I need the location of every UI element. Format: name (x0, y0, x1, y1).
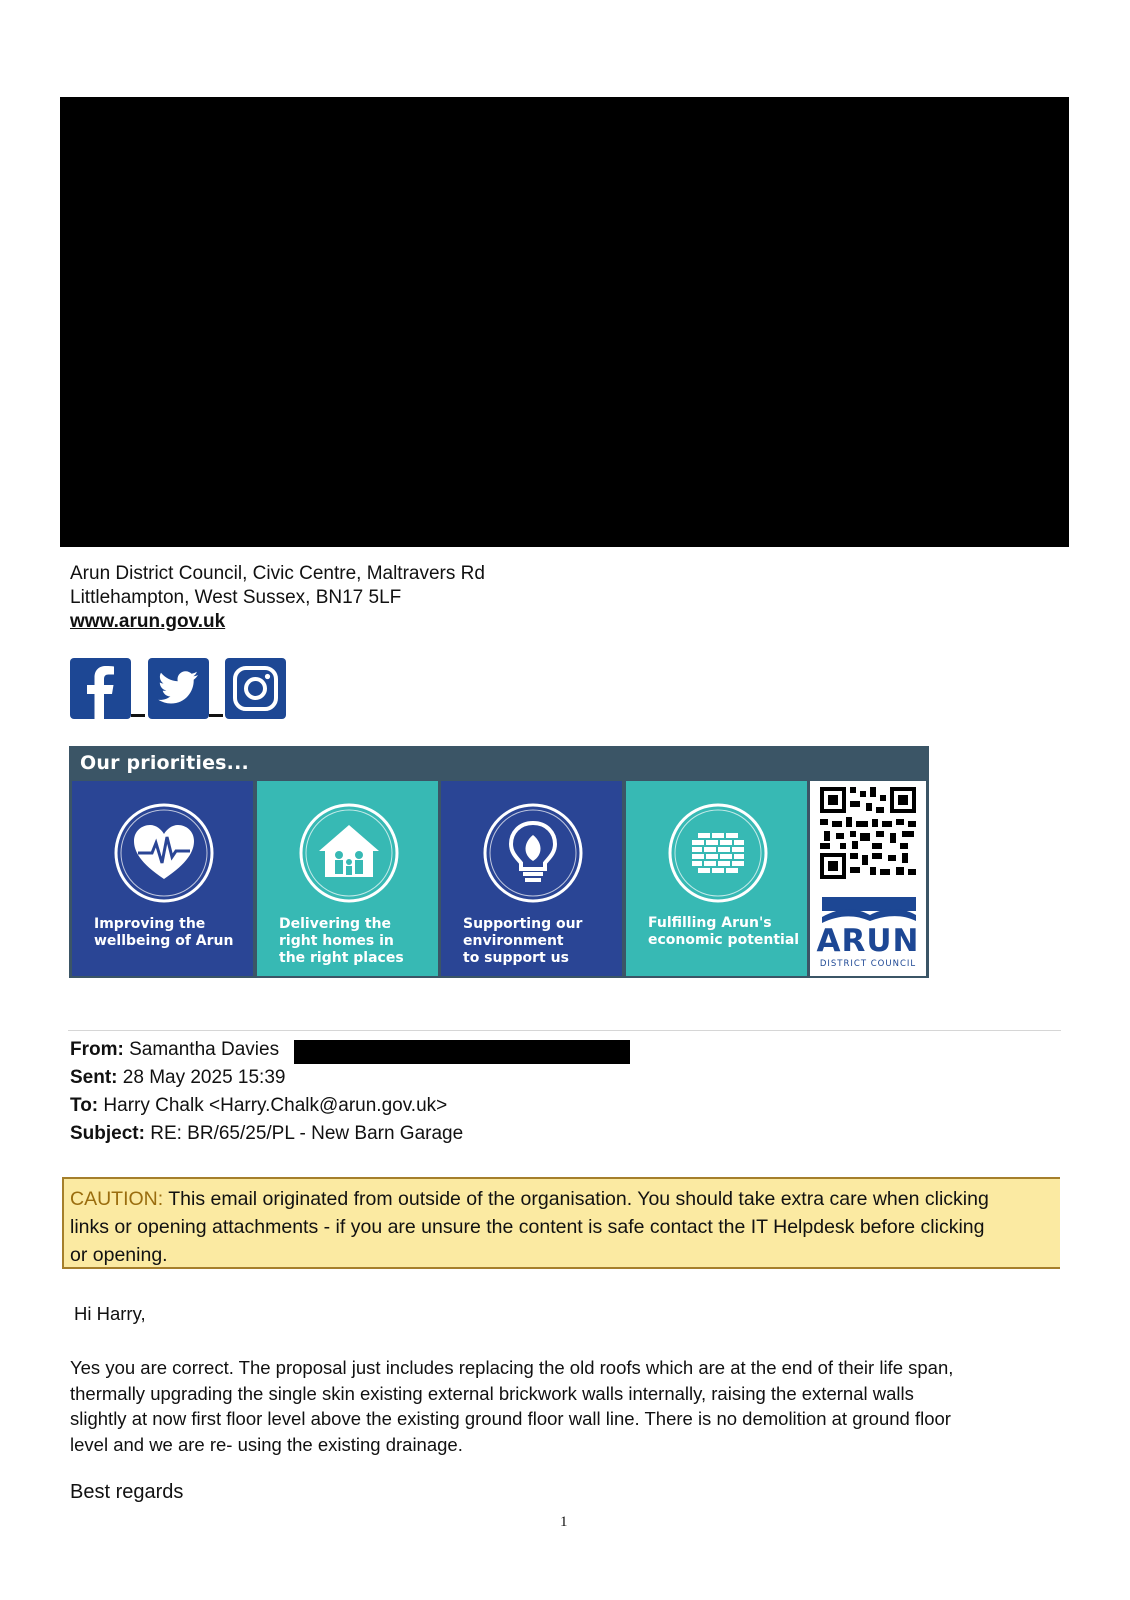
email-from: From: Samantha Davies (70, 1039, 280, 1060)
link-underscore (131, 714, 145, 717)
arun-logo-text: ARUN (816, 923, 920, 959)
address-line-2: Littlehampton, West Sussex, BN17 5LF (70, 587, 402, 608)
arun-logo (822, 897, 916, 923)
link-underscore (209, 714, 223, 717)
tile-label: Delivering the right homes in the right places (279, 916, 404, 966)
facebook-icon[interactable] (70, 658, 131, 719)
tile-label: Fulfilling Arun's economic potential (648, 915, 800, 948)
priority-tile-homes (257, 781, 438, 976)
tile-label: Improving the wellbeing of Arun (94, 916, 234, 949)
email-to: To: Harry Chalk <Harry.Chalk@arun.gov.uk> (70, 1095, 448, 1116)
lightbulb-leaf-icon (479, 799, 587, 907)
redacted-image-block (60, 97, 1069, 547)
priority-tile-wellbeing (72, 781, 253, 976)
caution-text: CAUTION: This email originated from outside of the organisation. You should take extra care when clicking links or opening attachments - if you are unsure the content is safe contact the IT Helpdesk before clicking or opening. (70, 1188, 989, 1266)
priority-tile-environment (441, 781, 622, 976)
email-body-paragraph: Yes you are correct. The proposal just includes replacing the old roofs which are at the end of their life span, thermally upgrading the single skin existing external brickwork walls internally, raising the external walls slightly at now first floor level above the existing ground floor wall line. There is no demolition at ground floor level and we are re- using the existing drainage. (70, 1357, 954, 1455)
page-number: 1 (560, 1514, 568, 1530)
website-link[interactable]: www.arun.gov.uk (70, 611, 226, 632)
qr-and-logo-panel (810, 781, 926, 976)
email-subject: Subject: RE: BR/65/25/PL - New Barn Garage (70, 1123, 464, 1144)
tile-label: Supporting our environment to support us (463, 916, 583, 966)
heart-icon (110, 799, 218, 907)
twitter-icon[interactable] (148, 658, 209, 719)
arun-logo-subtext: DISTRICT COUNCIL (819, 959, 917, 969)
brick-wall-icon (664, 799, 772, 907)
priority-tile-economy (626, 781, 807, 976)
address-line-1: Arun District Council, Civic Centre, Maltravers Rd (70, 563, 485, 584)
instagram-icon[interactable] (225, 658, 286, 719)
email-sent: Sent: 28 May 2025 15:39 (70, 1067, 286, 1088)
caution-label: CAUTION: (70, 1188, 164, 1210)
header-divider (68, 1030, 1061, 1031)
email-greeting: Hi Harry, (74, 1303, 146, 1324)
email-signoff: Best regards (70, 1481, 184, 1503)
priorities-title: Our priorities... (80, 752, 249, 774)
house-family-icon (295, 799, 403, 907)
redacted-email-address (294, 1040, 630, 1064)
